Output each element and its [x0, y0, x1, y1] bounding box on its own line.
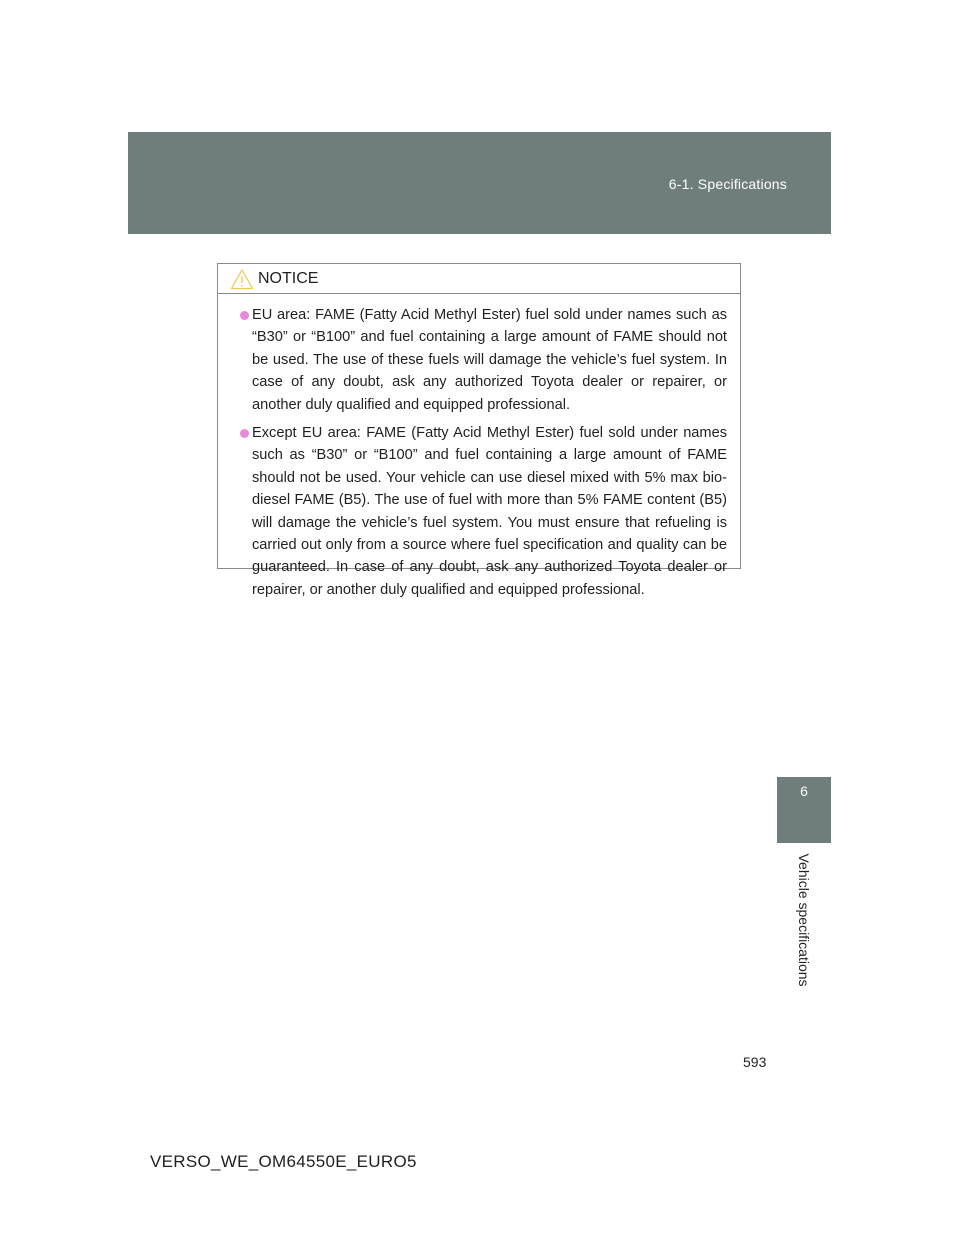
notice-header [218, 264, 740, 294]
notice-title: NOTICE [258, 270, 319, 287]
notice-box [217, 263, 741, 598]
bullet-icon [240, 311, 249, 320]
notice-item-text: Except EU area: FAME (Fatty Acid Methyl Ester) fuel sold under names such as “B30” or “B100” and fuel containing a large amount of FAME should not be used. Your vehicle can use diesel mixed with 5% max bio-diesel FAME (B5). The use of fuel with more than 5% FAME content (B5) will damage the vehicle’s fuel system. You must ensure that refueling is carried out only from a source where fuel specification and quality can be guaranteed. In case of any doubt, ask any authorized Toyota dealer or repairer, or another duly qualified and equipped professional. [252, 425, 727, 598]
chapter-number: 6 [800, 783, 808, 799]
header-band [128, 132, 831, 234]
notice-item [240, 304, 727, 416]
chapter-title: Vehicle specifications [796, 853, 812, 987]
notice-list [240, 304, 727, 607]
bullet-icon [240, 429, 249, 438]
notice-item-text: EU area: FAME (Fatty Acid Methyl Ester) fuel sold under names such as “B30” or “B100” and fuel containing a large amount of FAME should not be used. The use of these fuels will damage the vehicle’s fuel system. In case of any doubt, ask any authorized Toyota dealer or repairer, or another duly qualified and equipped professional. [252, 307, 727, 413]
warning-triangle-icon [230, 268, 254, 290]
notice-item [240, 422, 727, 601]
page-number: 593 [743, 1054, 767, 1070]
document-code: VERSO_WE_OM64550E_EURO5 [150, 1152, 417, 1171]
chapter-tab [777, 777, 831, 843]
section-label: 6-1. Specifications [668, 176, 787, 192]
